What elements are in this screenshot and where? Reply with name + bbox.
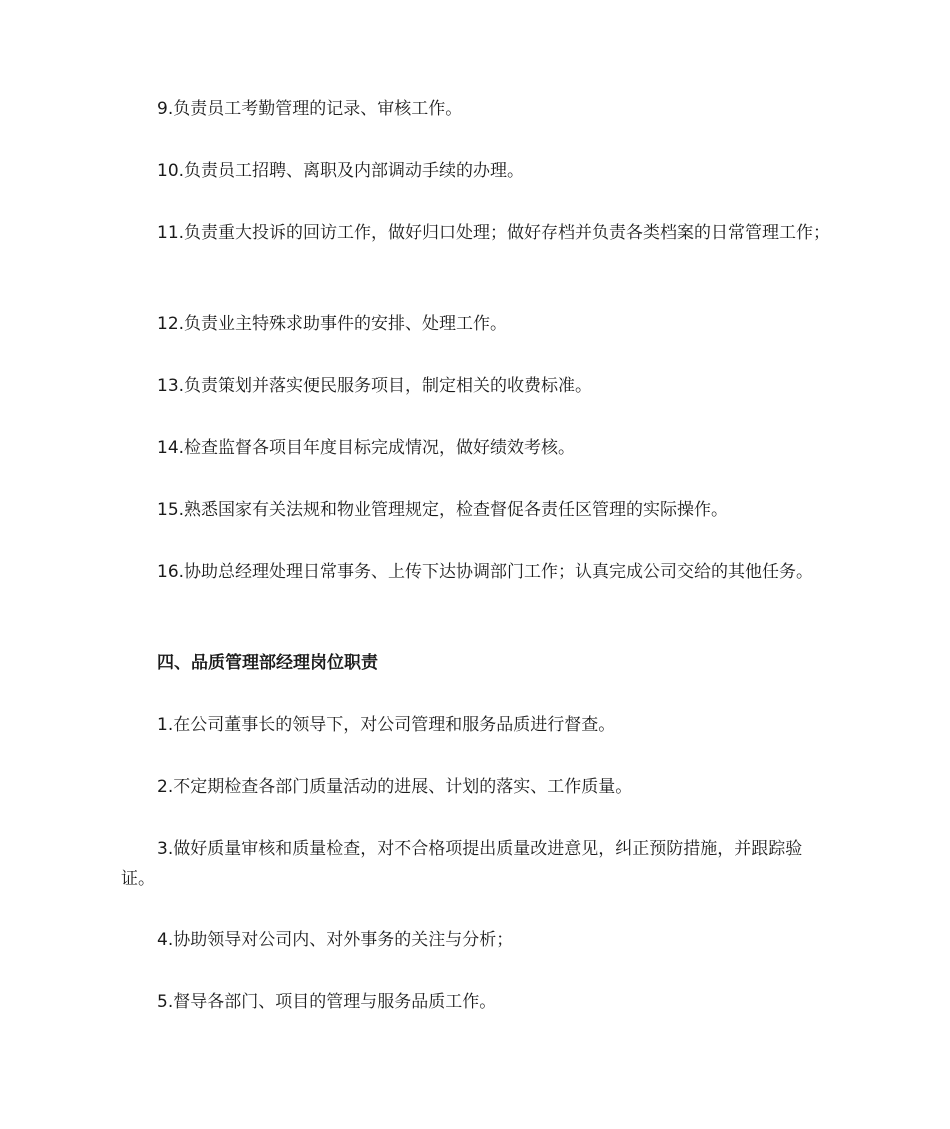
- section-item-2: 2.不定期检查各部门质量活动的进展、计划的落实、工作质量。: [157, 777, 633, 797]
- section-item-5: 5.督导各部门、项目的管理与服务品质工作。: [157, 992, 497, 1012]
- paragraph-item-15: 15.熟悉国家有关法规和物业管理规定，检查督促各责任区管理的实际操作。: [157, 500, 729, 520]
- paragraph-item-12: 12.负责业主特殊求助事件的安排、处理工作。: [157, 314, 508, 334]
- paragraph-item-11: 11.负责重大投诉的回访工作，做好归口处理；做好存档并负责各类档案的日常管理工作；: [157, 223, 831, 243]
- section-item-1: 1.在公司董事长的领导下，对公司管理和服务品质进行督查。: [157, 715, 616, 735]
- paragraph-item-9: 9.负责员工考勤管理的记录、审核工作。: [157, 99, 463, 119]
- section-item-3: 3.做好质量审核和质量检查，对不合格项提出质量改进意见，纠正预防措施，并跟踪验证。: [121, 839, 803, 889]
- paragraph-item-14: 14.检查监督各项目年度目标完成情况，做好绩效考核。: [157, 438, 576, 458]
- paragraph-item-13: 13.负责策划并落实便民服务项目，制定相关的收费标准。: [157, 376, 593, 396]
- paragraph-item-16: 16.协助总经理处理日常事务、上传下达协调部门工作；认真完成公司交给的其他任务。: [157, 562, 814, 582]
- section-heading: 四、品质管理部经理岗位职责: [157, 653, 378, 673]
- paragraph-item-10: 10.负责员工招聘、离职及内部调动手续的办理。: [157, 161, 525, 181]
- section-item-4: 4.协助领导对公司内、对外事务的关注与分析；: [157, 930, 514, 950]
